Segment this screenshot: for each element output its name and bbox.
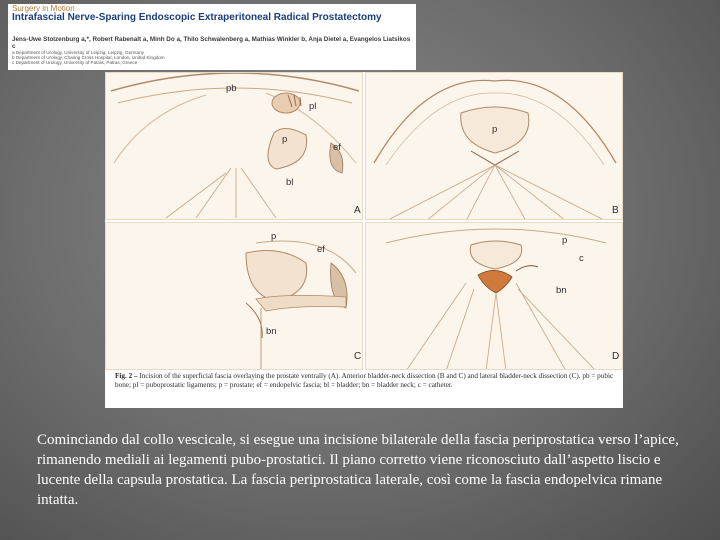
label-p: p — [562, 235, 568, 246]
affiliations — [12, 51, 412, 65]
author-list: Jens-Uwe Stolzenburg a,*, Robert Rabenalt a, Minh Do a, Thilo Schwalenberg a, Mathias Winkler b, Anja Dietel a, Evangelos Liatsikos c — [12, 36, 411, 50]
caption-lead: Fig. 2 – — [115, 372, 140, 380]
slide-body-text: Cominciando dal collo vescicale, si esegue una incisione bilaterale della fascia periprostatica verso l’apice, rimanendo mediali ai legamenti pubo-prostatici. Il piano corretto viene riconosciuto dall’aspetto liscio e lucente della capsula prostatica. La fascia periprostatica laterale, così come la fascia endopelvica rimane intatta. — [37, 432, 679, 508]
label-p: p — [282, 134, 288, 145]
label-ef: ef — [333, 142, 341, 153]
label-c: c — [579, 253, 584, 264]
panel-letter-b: B — [612, 205, 619, 216]
affiliation-3: c Department of Urology, University of Patras, Patras, Greece — [12, 59, 138, 65]
panel-letter-c: C — [354, 351, 362, 362]
label-pb: pb — [226, 83, 237, 94]
caption-text: Incision of the superficial fascia overlaying the prostate ventrally (A). Anterior bladder-neck dissection (B and C) and lateral bladder-neck dissection (C). pb = pubic bone; pl = puboprostatic ligaments; p = prostate; ef = endopelvic fascia; bl = bladder; bn = bladder neck; c = catheter. — [115, 372, 614, 390]
label-bn: bn — [556, 285, 567, 296]
figure-panel-c — [105, 222, 363, 370]
label-p: p — [271, 231, 277, 242]
panel-letter-a: A — [354, 205, 361, 216]
affiliation-1: a Department of Urology, University of Leipzig, Leipzig, Germany — [12, 50, 144, 55]
label-ef: ef — [317, 244, 325, 255]
figure-caption — [115, 372, 615, 390]
article-header — [8, 4, 416, 70]
article-title: Intrafascial Nerve-Sparing Endoscopic Extraperitoneal Radical Prostatectomy — [12, 12, 382, 23]
figure-panel-b — [365, 72, 623, 220]
illustration-b — [366, 73, 623, 220]
affiliation-2: b Department of Urology, Charing Cross Hospital, London, United Kingdom — [12, 54, 165, 60]
label-bl: bl — [286, 177, 294, 188]
label-bn: bn — [266, 326, 277, 337]
label-p: p — [492, 124, 498, 135]
surgical-figure — [105, 72, 623, 408]
illustration-d — [366, 223, 623, 370]
label-pl: pl — [309, 101, 317, 112]
figure-panel-d — [365, 222, 623, 370]
series-title: Surgery in Motion — [12, 4, 75, 13]
panel-letter-d: D — [612, 351, 620, 362]
illustration-a — [106, 73, 363, 220]
figure-panel-a — [105, 72, 363, 220]
